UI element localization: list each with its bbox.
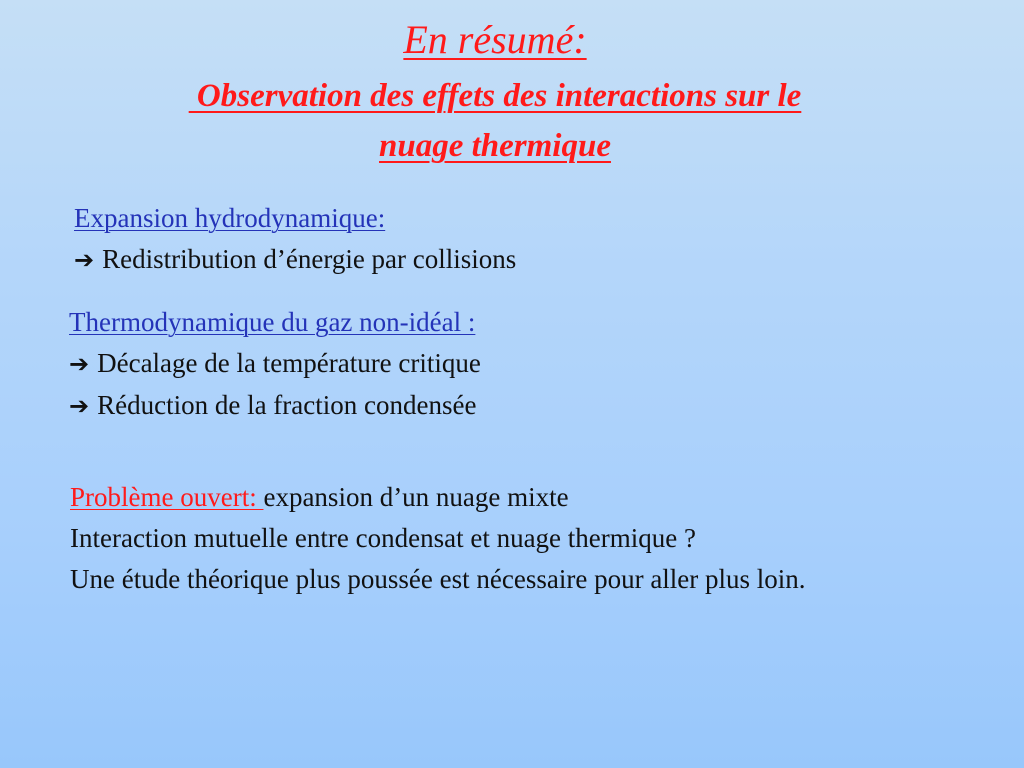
bullet-text: Réduction de la fraction condensée <box>97 390 477 420</box>
slide-title <box>0 17 990 62</box>
slide-subtitle <box>0 80 990 113</box>
title-line-1: En résumé: <box>403 17 587 62</box>
slide-subtitle-continued <box>0 130 990 163</box>
bullet-text: Décalage de la température critique <box>97 348 481 378</box>
right-arrow-icon: ➔ <box>69 392 90 420</box>
right-arrow-icon: ➔ <box>69 350 90 378</box>
section-heading-thermodynamics <box>69 302 481 343</box>
subtitle-line-2: nuage thermique <box>379 128 611 164</box>
section-heading-text: Thermodynamique du gaz non-idéal : <box>69 307 476 337</box>
section-heading-expansion <box>74 198 516 239</box>
text-line: Une étude théorique plus poussée est nécessaire pour aller plus loin. <box>70 564 806 594</box>
bullet-item <box>69 385 481 427</box>
open-problem-text: expansion d’un nuage mixte <box>263 482 569 512</box>
subtitle-line-1: Observation des effets des interactions sur le <box>188 78 802 114</box>
right-arrow-icon: ➔ <box>74 246 95 274</box>
open-problem-label: Problème ouvert: <box>70 482 264 512</box>
open-problem-heading-line <box>70 477 806 518</box>
bullet-item <box>69 343 481 385</box>
section-heading-text: Expansion hydrodynamique: <box>74 203 386 233</box>
section-expansion <box>74 198 516 281</box>
section-open-problem <box>70 477 806 600</box>
bullet-item <box>74 239 516 281</box>
bullet-text: Redistribution d’énergie par collisions <box>102 244 517 274</box>
text-line: Interaction mutuelle entre condensat et nuage thermique ? <box>70 523 696 553</box>
section-thermodynamics <box>69 302 481 427</box>
